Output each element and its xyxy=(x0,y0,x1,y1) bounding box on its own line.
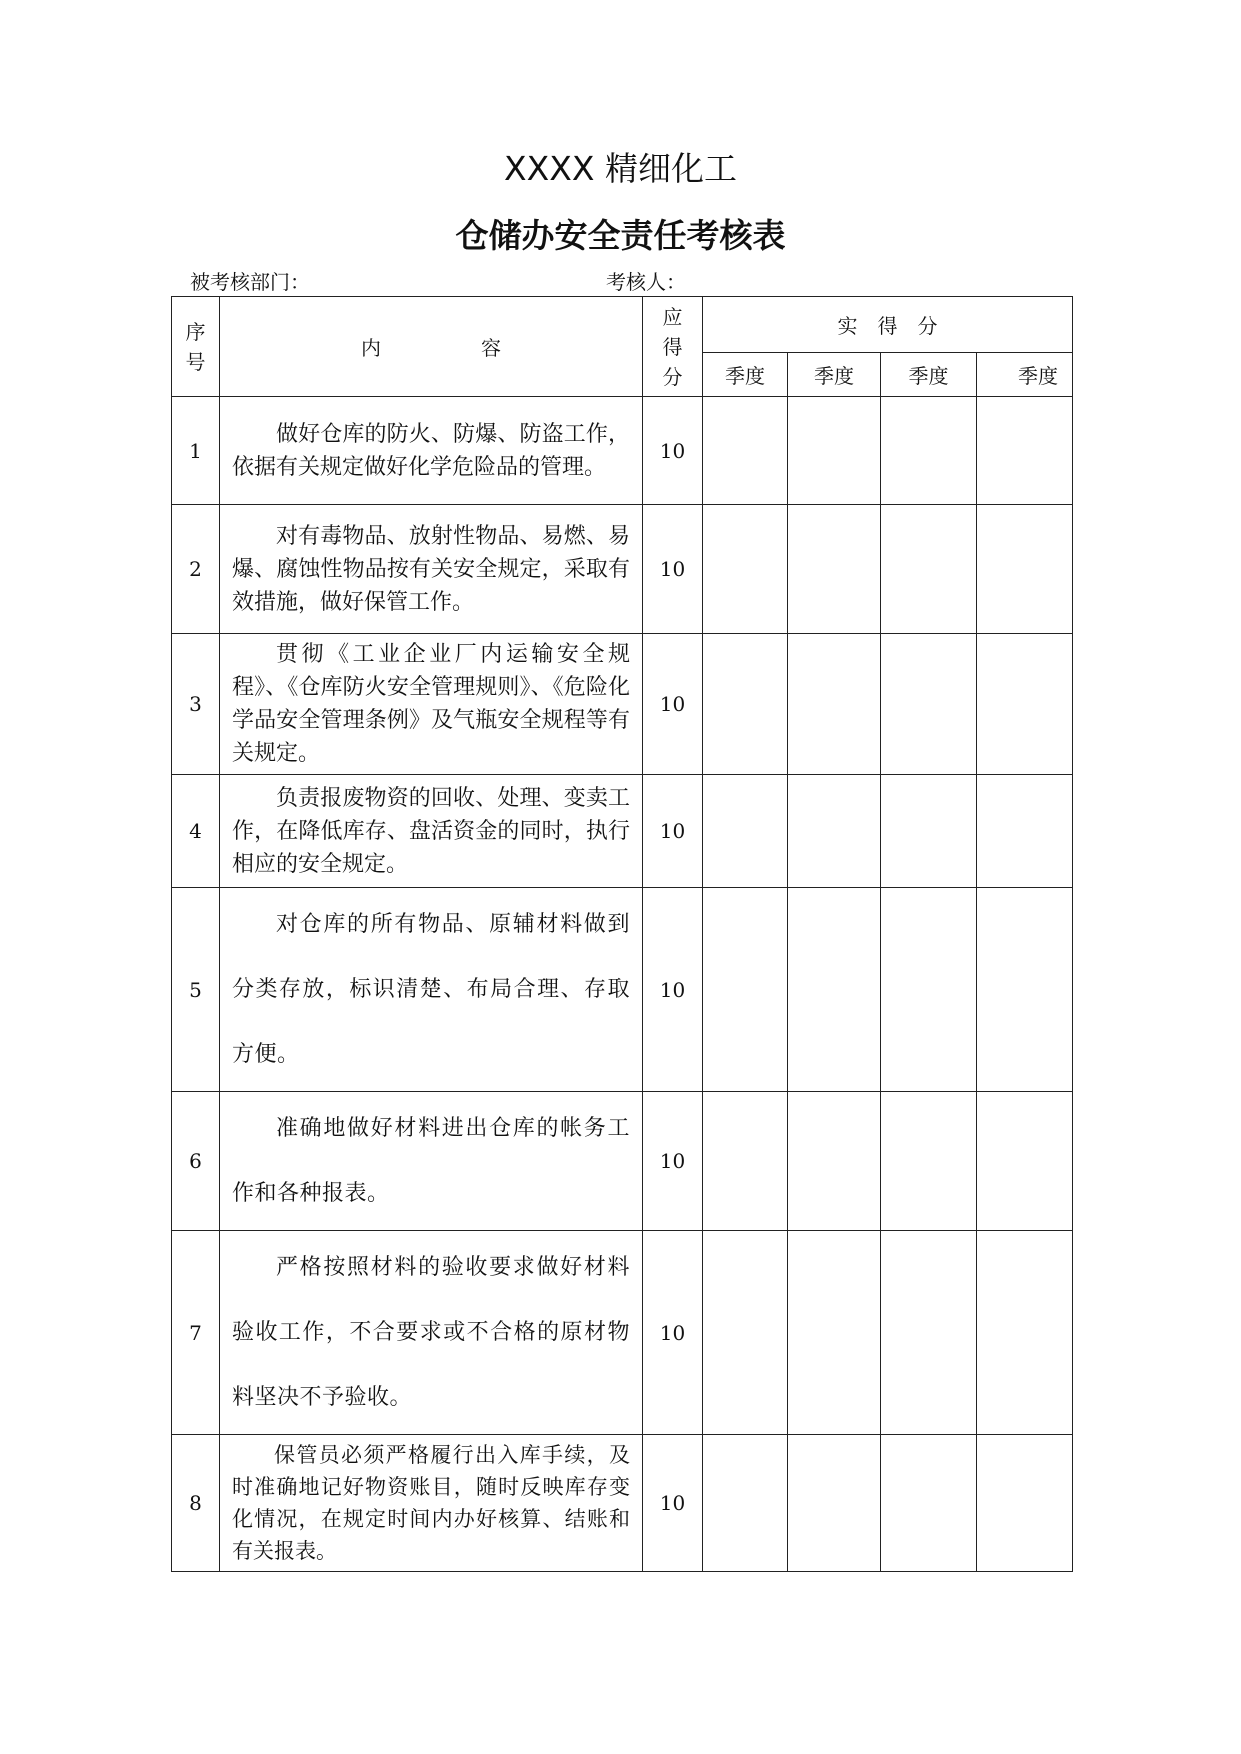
department-label: 被考核部门： xyxy=(190,270,310,294)
row-score: 10 xyxy=(643,888,703,1092)
score-cell[interactable] xyxy=(788,888,881,1092)
score-cell[interactable] xyxy=(977,1092,1073,1231)
row-content: 负责报废物资的回收、处理、变卖工作，在降低库存、盘活资金的同时，执行相应的安全规定。 xyxy=(232,785,630,877)
row-content: 对仓库的所有物品、原辅材料做到分类存放，标识清楚、布局合理、存取方便。 xyxy=(232,912,630,1067)
row-seq: 3 xyxy=(172,634,220,775)
score-cell[interactable] xyxy=(881,775,977,888)
score-cell[interactable] xyxy=(703,1092,788,1231)
row-seq: 7 xyxy=(172,1231,220,1435)
score-cell[interactable] xyxy=(788,634,881,775)
table-row xyxy=(172,1092,1073,1231)
row-content: 严格按照材料的验收要求做好材料验收工作，不合要求或不合格的原材物料坚决不予验收。 xyxy=(232,1255,630,1410)
table-row xyxy=(172,1231,1073,1435)
row-seq: 2 xyxy=(172,505,220,634)
table-row xyxy=(172,505,1073,634)
row-seq: 1 xyxy=(172,397,220,505)
score-cell[interactable] xyxy=(977,505,1073,634)
score-cell[interactable] xyxy=(788,1231,881,1435)
row-score: 10 xyxy=(643,1435,703,1572)
row-score: 10 xyxy=(643,775,703,888)
row-score: 10 xyxy=(643,397,703,505)
score-cell[interactable] xyxy=(788,397,881,505)
row-seq: 4 xyxy=(172,775,220,888)
table-row xyxy=(172,1435,1073,1572)
score-cell[interactable] xyxy=(977,397,1073,505)
score-cell[interactable] xyxy=(881,634,977,775)
score-cell[interactable] xyxy=(977,888,1073,1092)
table-row xyxy=(172,775,1073,888)
score-cell[interactable] xyxy=(977,1231,1073,1435)
row-score: 10 xyxy=(643,634,703,775)
row-seq: 8 xyxy=(172,1435,220,1572)
row-score: 10 xyxy=(643,505,703,634)
header-score: 应 得 分 xyxy=(643,297,703,397)
score-cell[interactable] xyxy=(703,1435,788,1572)
score-cell[interactable] xyxy=(881,505,977,634)
header-quarter-3: 季度 xyxy=(881,353,977,397)
score-cell[interactable] xyxy=(881,1231,977,1435)
table-row xyxy=(172,397,1073,505)
row-seq: 6 xyxy=(172,1092,220,1231)
score-cell[interactable] xyxy=(977,634,1073,775)
header-quarter-1: 季度 xyxy=(703,353,788,397)
score-cell[interactable] xyxy=(788,505,881,634)
header-quarter-4: 季度 xyxy=(977,353,1073,397)
header-actual-score: 实 得 分 xyxy=(703,297,1073,353)
assessor-label: 考核人： xyxy=(606,270,686,294)
row-score: 10 xyxy=(643,1092,703,1231)
row-content: 做好仓库的防火、防爆、防盗工作，依据有关规定做好化学危险品的管理。 xyxy=(232,421,630,480)
score-cell[interactable] xyxy=(881,888,977,1092)
score-cell[interactable] xyxy=(788,1092,881,1231)
row-score: 10 xyxy=(643,1231,703,1435)
score-cell[interactable] xyxy=(703,1231,788,1435)
row-content: 对有毒物品、放射性物品、易燃、易爆、腐蚀性物品按有关安全规定，采取有效措施，做好保管工作。 xyxy=(232,523,630,615)
score-cell[interactable] xyxy=(977,1435,1073,1572)
header-quarter-2: 季度 xyxy=(788,353,881,397)
score-cell[interactable] xyxy=(703,397,788,505)
document-subtitle: 仓储办安全责任考核表 xyxy=(455,216,786,255)
row-content: 准确地做好材料进出仓库的帐务工作和各种报表。 xyxy=(232,1116,630,1206)
score-cell[interactable] xyxy=(703,634,788,775)
score-cell[interactable] xyxy=(881,1092,977,1231)
assessment-table xyxy=(171,296,1073,1572)
score-cell[interactable] xyxy=(703,775,788,888)
score-cell[interactable] xyxy=(881,397,977,505)
document-title: XXXX 精细化工 xyxy=(504,149,737,188)
score-cell[interactable] xyxy=(703,888,788,1092)
score-cell[interactable] xyxy=(703,505,788,634)
row-content: 贯彻《工业企业厂内运输安全规程》、《仓库防火安全管理规则》、《危险化学品安全管理条例》及气瓶安全规程等有关规定。 xyxy=(232,642,630,766)
header-seq: 序 号 xyxy=(172,297,220,397)
score-cell[interactable] xyxy=(788,1435,881,1572)
score-cell[interactable] xyxy=(788,775,881,888)
header-content: 内 容 xyxy=(220,297,643,397)
row-seq: 5 xyxy=(172,888,220,1092)
row-content: 保管员必须严格履行出入库手续，及时准确地记好物资账目，随时反映库存变化情况，在规定时间内办好核算、结账和有关报表。 xyxy=(232,1443,630,1563)
table-row xyxy=(172,888,1073,1092)
score-cell[interactable] xyxy=(881,1435,977,1572)
table-row xyxy=(172,634,1073,775)
score-cell[interactable] xyxy=(977,775,1073,888)
